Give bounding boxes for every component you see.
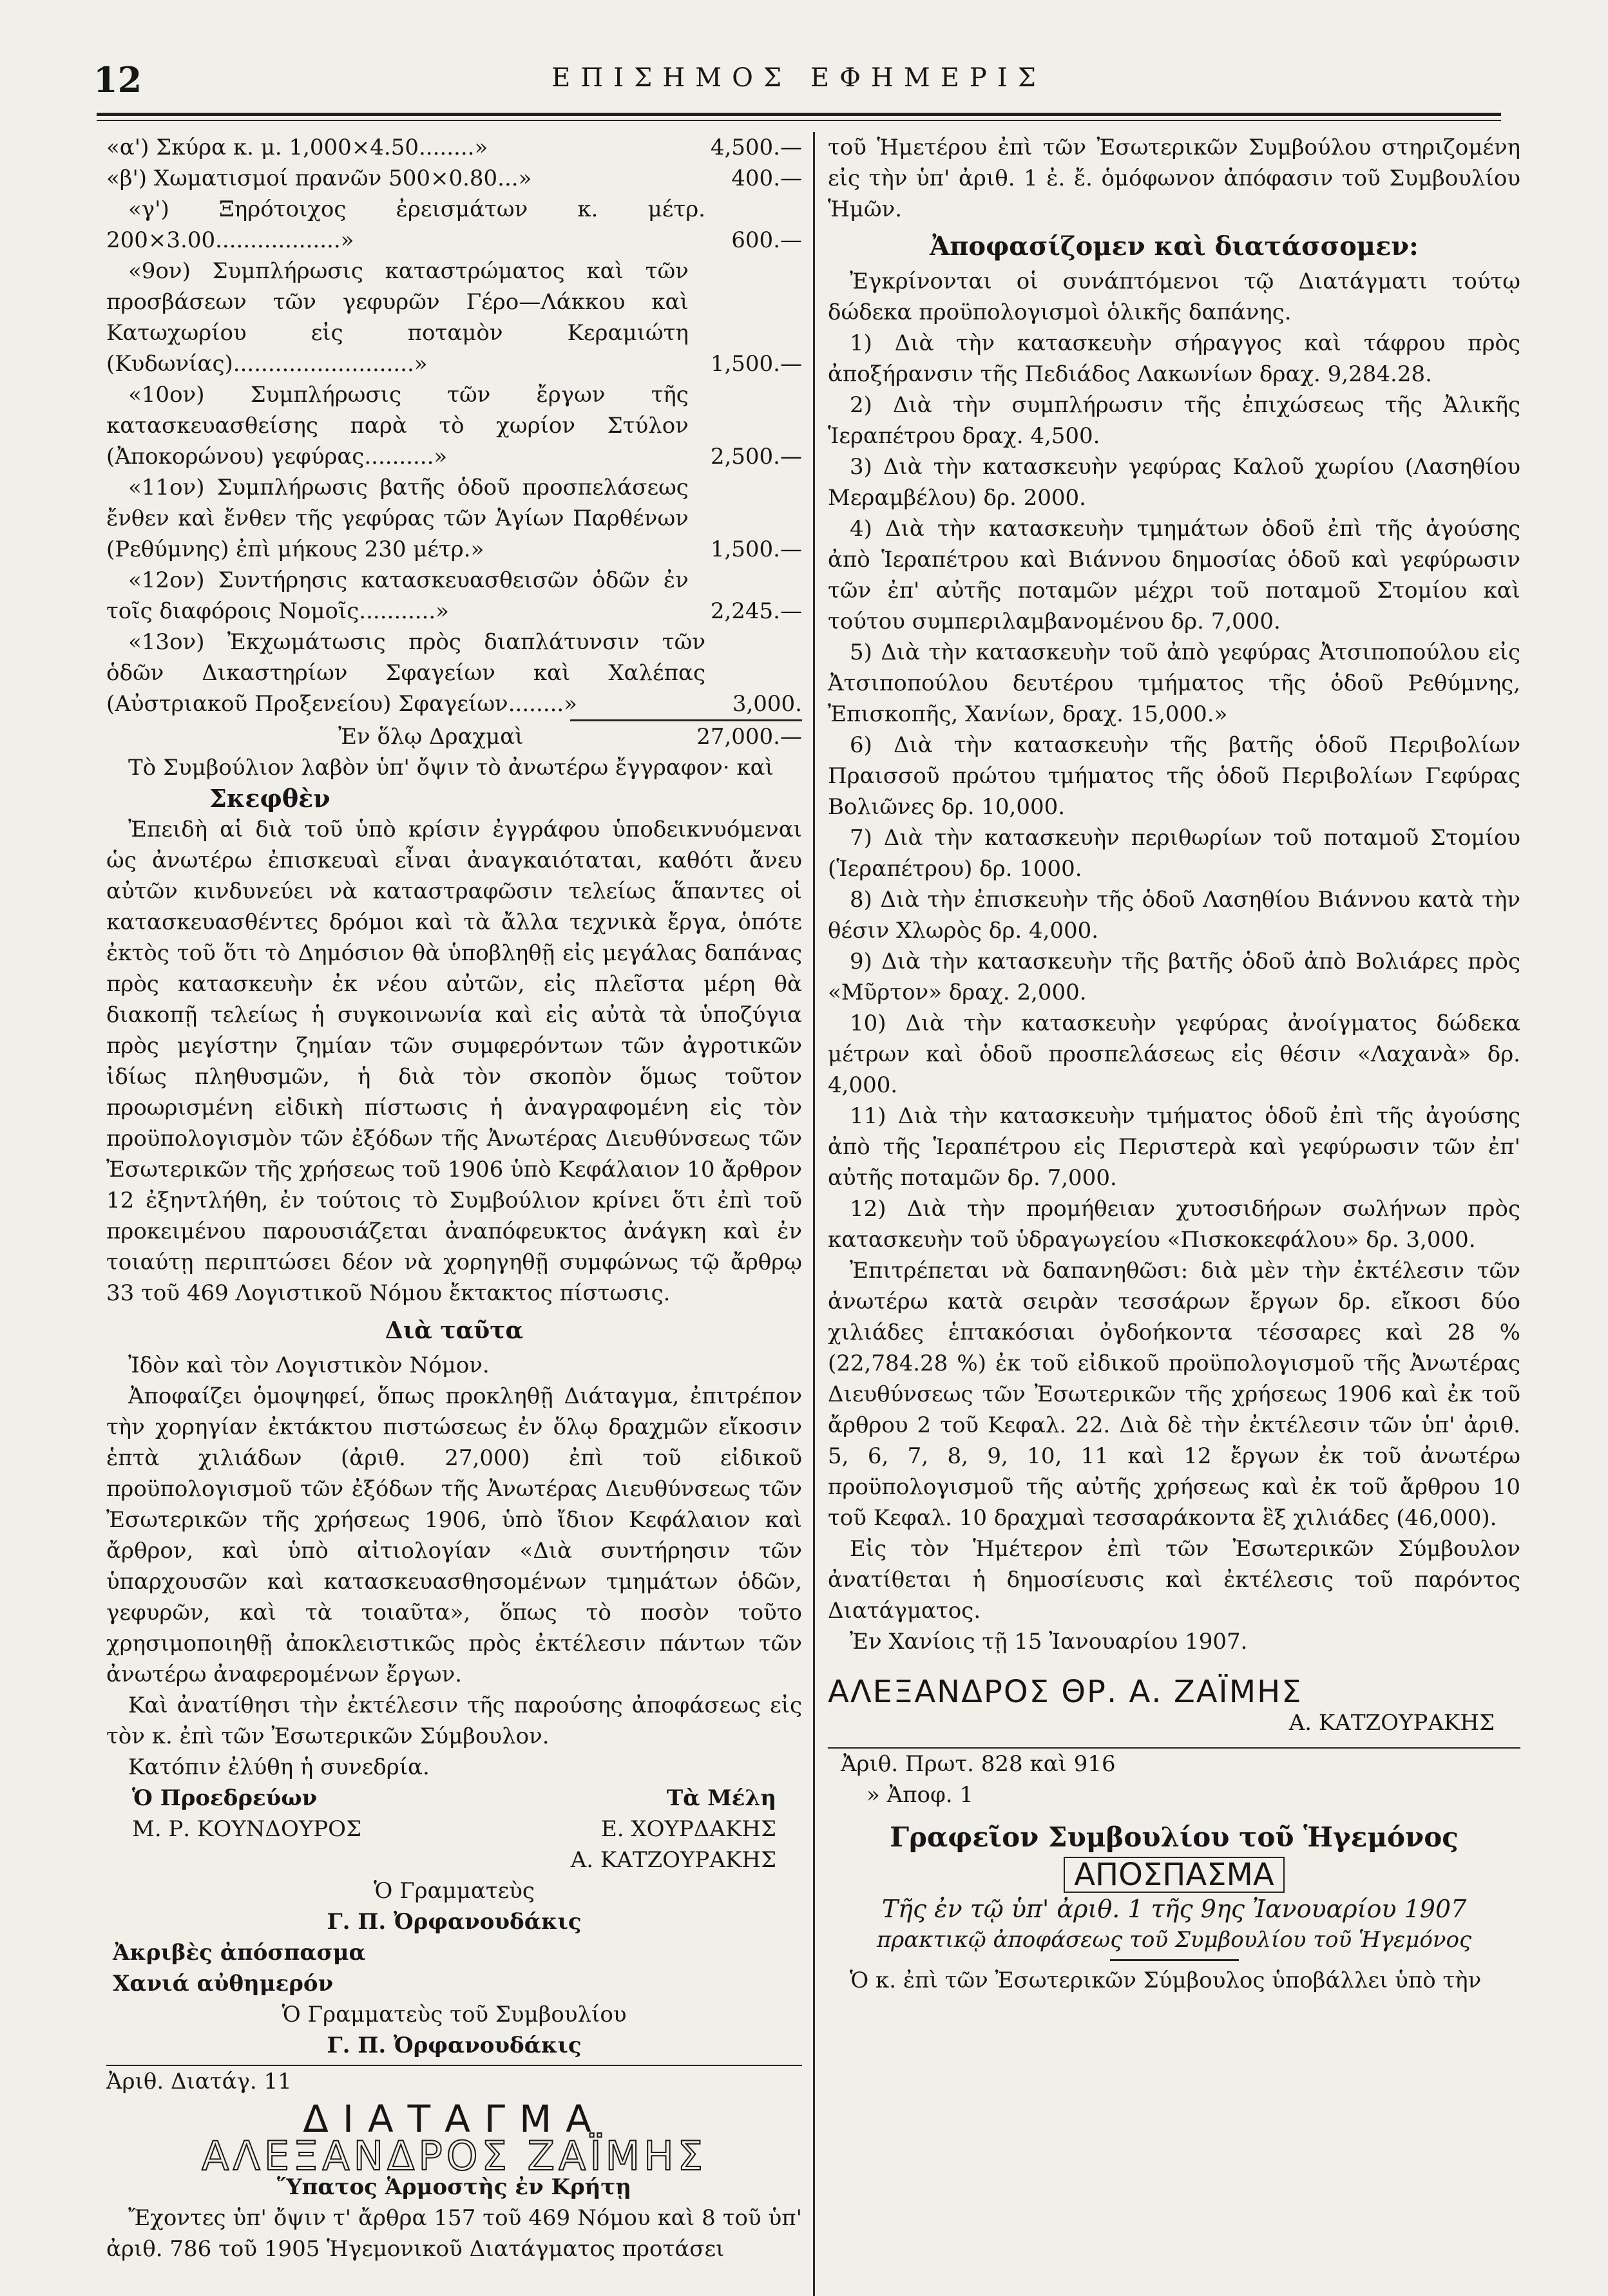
budget-line — [106, 379, 802, 472]
decree-preamble: Ἔχοντες ὑπ' ὄψιν τ' ἄρθρα 157 τοῦ 469 Νόμου καὶ 8 τοῦ ὑπ' ἀριθ. 786 τοῦ 1905 Ἡγεμονικοῦ Διατάγματος προτάσει — [106, 2205, 802, 2262]
skephthen-heading: Σκεφθὲν — [209, 784, 330, 813]
budget-line — [106, 132, 802, 163]
budget-item: 9) Διὰ τὴν κατασκευὴν τῆς βατῆς ὁδοῦ ἀπὸ Βολιάρες πρὸς «Μῦρτον» δραχ. 2,000. — [828, 949, 1520, 1005]
assign-paragraph: Καὶ ἀνατίθησι τὴν ἐκτέλεσιν τῆς παρούσης ἀποφάσεως εἰς τὸν κ. ἐπὶ τῶν Ἐσωτερικῶν Σύμβουλον. — [106, 1693, 802, 1749]
budget-line — [106, 565, 802, 627]
budget-line-text: «10ον) Συμπλήρωσις τῶν ἔργων τῆς κατασκευασθείσης παρὰ τὸ χωρίον Στύλον (Ἀποκορώνου) γεφύρας..........» — [106, 382, 689, 470]
extract-title-wrap — [828, 1857, 1520, 1893]
total-label: Ἐν ὅλῳ Δραχμαὶ — [338, 724, 524, 750]
closing-line: Κατόπιν ἐλύθη ἡ συνεδρία. — [128, 1754, 430, 1780]
secretary-name: Γ. Π. Ὀρφανουδάκις — [327, 1909, 582, 1935]
budget-item: 11) Διὰ τὴν κατασκευὴν τμήματος ὁδοῦ ἐπὶ τῆς ἀγούσης ἀπὸ τῆς Ἱεραπέτρου εἰς Περιστερὰ καὶ γεφύρωσιν τῶν ἐπ' αὐτῆς ποταμῶν δρ. 7,000. — [828, 1103, 1520, 1191]
final-line: Ὁ κ. ἐπὶ τῶν Ἐσωτερικῶν Σύμβουλος ὑποβάλλει ὑπὸ τὴν — [850, 1968, 1482, 1993]
decree-title: ΔΙΑΤΑΓΜΑ — [303, 2097, 606, 2141]
newspaper-title: ΕΠΙΣΗΜΟΣ ΕΦΗΜΕΡΙΣ — [551, 63, 1046, 93]
page-header — [116, 58, 1482, 116]
budget-line-text: «13ον) Ἐκχωμάτωσις πρὸς διαπλάτυνσιν τῶν ὁδῶν Δικαστηρίων Σφαγείων καὶ Χαλέπας (Αὐστριακοῦ Προξενείου) Σφαγείων........» — [106, 629, 705, 717]
extract-title: ΑΠΟΣΠΑΣΜΑ — [1064, 1857, 1285, 1893]
countersign-name: Α. ΚΑΤΖΟΥΡΑΚΗΣ — [1288, 1710, 1495, 1736]
extract-subtitle: πρακτικῷ ἀποφάσεως τοῦ Συμβουλίου τοῦ Ἡγεμόνος — [876, 1927, 1472, 1953]
budget-line — [106, 627, 802, 719]
council-secretary-label: Ὁ Γραμματεὺς τοῦ Συμβουλίου — [282, 2002, 627, 2027]
budget-line-text: «α') Σκύρα κ. μ. 1,000×4.50........» — [106, 135, 488, 160]
exact-copy-label: Ἀκριβὲς ἀπόσπασμα — [113, 1940, 366, 1966]
budget-item: 5) Διὰ τὴν κατασκευὴν τοῦ ἀπὸ γεφύρας Ἀτσιποπούλου εἰς Ἀτσιποπούλου δευτέρου τμήματος τῆς ὁδοῦ Ρεθύμνης, Ἐπισκοπῆς, Χανίων, δραχ. 15,000.» — [828, 640, 1520, 727]
idon-line: Ἰδὸν καὶ τὸν Λογιστικὸν Νόμον. — [128, 1352, 490, 1378]
members-label: Τὰ Μέλη — [666, 1785, 776, 1811]
budget-item: 1) Διὰ τὴν κατασκευὴν σήραγγος καὶ τάφρου πρὸς ἀποξήρανσιν τῆς Πεδιάδος Λακωνίων δραχ. 9,284.28. — [828, 330, 1520, 387]
budget-line-amount: 4,500.— — [710, 135, 802, 160]
budget-line-amount: 1,500.— — [710, 536, 802, 562]
budget-line-text: «11ον) Συμπλήρωσις βατῆς ὁδοῦ προσπελάσεως ἔνθεν καὶ ἔνθεν τῆς γεφύρας τῶν Ἁγίων Παρθένων (Ρεθύμνης) ἐπὶ μήκους 230 μέτρ.» — [106, 475, 689, 562]
budget-line-amount: 1,500.— — [710, 351, 802, 377]
office-title: Γραφεῖον Συμβουλίου τοῦ Ἡγεμόνος — [890, 1821, 1459, 1853]
short-rule — [1110, 1959, 1239, 1961]
column-divider — [813, 132, 815, 2296]
protocol-number: Ἀριθ. Πρωτ. 828 καὶ 916 — [828, 1747, 1520, 1779]
right-column — [828, 132, 1520, 1996]
assign-paragraph: Εἰς τὸν Ἡμέτερον ἐπὶ τῶν Ἐσωτερικῶν Σύμβουλον ἀνατίθεται ἡ δημοσίευσις καὶ ἐκτέλεσις τοῦ παρόντος Διατάγματος. — [828, 1536, 1520, 1624]
place-day: Χανιά αὐθημερόν — [113, 1971, 334, 1997]
budget-item: 8) Διὰ τὴν ἐπισκευὴν τῆς ὁδοῦ Λασηθίου Βιάννου κατὰ τὴν θέσιν Χλωρὸς δρ. 4,000. — [828, 887, 1520, 944]
member-name: Α. ΚΑΤΖΟΥΡΑΚΗΣ — [570, 1847, 776, 1873]
budget-line-text: «9ον) Συμπλήρωσις καταστρώματος καὶ τῶν προσβάσεων τῶν γεφυρῶν Γέρο—Λάκκου καὶ Κατωχωρίου εἰς ποταμὸν Κεραμιώτη (Κυδωνίας)..........................» — [106, 258, 689, 377]
total-row — [106, 721, 802, 752]
reasoning-paragraph: Ἐπειδὴ αἱ διὰ τοῦ ὑπὸ κρίσιν ἐγγράφου ὑποδεικνυόμεναι ὡς ἀνωτέρω ἐπισκευαὶ εἶναι ἀναγκαιόταται, καθότι ἄνευ αὐτῶν κινδυνεύει νὰ καταστραφῶσιν τελείως ἅπαντες οἱ κατασκευασθέντες δρόμοι καὶ τὰ ἄλλα τεχνικὰ ἔργα, ὁπότε ἐκτὸς τοῦ ὅτι τὸ Δημόσιον θὰ ὑποβληθῇ εἰς μεγάλας δαπάνας πρὸς κατασκευὴν ἐκ νέου αὐτῶν, εἰς πλεῖστα μέρη θὰ διακοπῇ τελείως ἡ συγκοινωνία καὶ εἰς αὐτὰ τὰ ὑποζύγια πρὸς μεγίστην ζημίαν τῶν συμφερόντων τῶν ἀγροτικῶν ἰδίως πληθυσμῶν, ἡ διὰ τὸν σκοπὸν ὅμως τοῦτον προωρισμένη εἰδικὴ πίστωσις ἡ ἀναγραφομένη εἰς τὸν προϋπολογισμὸν τῶν ἐξόδων τῆς Ἀνωτέρας Διευθύνσεως τῶν Ἐσωτερικῶν τῆς χρήσεως τοῦ 1906 ὑπὸ Κεφάλαιον 10 ἄρθρον 12 ἐξηντλήθη, ἐν τούτοις τὸ Συμβούλιον κρίνει ὅτι ἐπὶ τοῦ προκειμένου παρουσιάζεται ἀναπόφευκτος ἀνάγκη καὶ ἐν τοιαύτῃ περιπτώσει δέον νὰ χορηγηθῇ συμφώνως τῷ ἄρθρῳ 33 τοῦ 469 Λογιστικοῦ Νόμου ἔκτακτος πίστωσις. — [106, 817, 802, 1306]
budget-line-amount: 400.— — [731, 166, 802, 191]
budget-line — [106, 256, 802, 379]
budget-line-amount: 2,245.— — [710, 598, 802, 624]
budget-line-amount: 3,000. — [732, 691, 802, 717]
member-name: Ε. ΧΟΥΡΔΑΚΗΣ — [600, 1816, 776, 1842]
secretary-label: Ὁ Γραμματεὺς — [374, 1878, 535, 1904]
budget-line — [106, 163, 802, 194]
budget-line-amount: 600.— — [731, 227, 802, 253]
budget-line-text: «12ον) Συντήρησις κατασκευασθεισῶν ὁδῶν ἐν τοῖς διαφόροις Νομοῖς...........» — [106, 567, 689, 624]
budget-line-text: «γ') Ξηρότοιχος ἐρεισμάτων κ. μέτρ. 200×3.00..................» — [106, 196, 705, 253]
budget-item: 10) Διὰ τὴν κατασκευὴν γεφύρας ἀνοίγματος δώδεκα μέτρων καὶ ὁδοῦ προσπελάσεως εἰς θέσιν «Λαχανὰ» δρ. 4,000. — [828, 1010, 1520, 1098]
extract-subtitle: Τῆς ἐν τῷ ὑπ' ἀριθ. 1 τῆς 9ης Ἰανουαρίου 1907 — [881, 1895, 1467, 1923]
left-column — [106, 132, 802, 2264]
presiding-name: Μ. Ρ. ΚΟΥΝΔΟΥΡΟΣ — [132, 1816, 362, 1842]
decree-issuer-name: ΑΛΕΞΑΝΔΡΟΣ ΖΑΪΜΗΣ — [202, 2132, 707, 2179]
decision-paragraph: Ἀποφαίζει ὁμοψηφεί, ὅπως προκληθῇ Διάταγμα, ἐπιτρέπον τὴν χορηγίαν ἐκτάκτου πιστώσεως ἐν ὅλῳ δραχμῶν εἴκοσιν ἑπτὰ χιλιάδων (ἀριθ. 27,000) ἐπὶ τοῦ εἰδικοῦ προϋπολογισμοῦ τῶν ἐξόδων τῆς Ἀνωτέρας Διευθύνσεως τῶν Ἐσωτερικῶν τῆς χρήσεως 1906, ὑπὸ ἴδιον Κεφάλαιον καὶ ἄρθρον, καὶ ὑπὸ αἰτιολογίαν «Διὰ συντήρησιν τῶν ὑπαρχουσῶν καὶ κατασκευασθησομένων τμημάτων ὁδῶν, γεφυρῶν, καὶ τὰ τοιαῦτα», ὅπως τὸ ποσὸν τοῦτο χρησιμοποιηθῇ ἀποκλειστικῶς πρὸς ἐκτέλεσιν πάντων τῶν ἀνωτέρω ἀναφερομένων ἔργων. — [106, 1383, 802, 1687]
budget-item: 4) Διὰ τὴν κατασκευὴν τμημάτων ὁδοῦ ἐπὶ τῆς ἀγούσης ἀπὸ Ἱεραπέτρου καὶ Βιάννου δημοσίας ὁδοῦ καὶ γεφύρωσιν τῶν ἐπ' αὐτῆς ποταμῶν μέχρι τοῦ ποταμοῦ Στομίου καὶ τούτου συμπεριλαμβανομένου δρ. 7,000. — [828, 516, 1520, 634]
budget-line — [106, 194, 802, 256]
budget-item: 2) Διὰ τὴν συμπλήρωσιν τῆς ἐπιχώσεως τῆς Ἀλικῆς Ἱεραπέτρου δραχ. 4,500. — [828, 392, 1520, 449]
decree-intro: τοῦ Ἡμετέρου ἐπὶ τῶν Ἐσωτερικῶν Συμβούλου στηριζομένη εἰς τὴν ὑπ' ἀριθ. 1 ἐ. ἔ. ὁμόφωνον ἀπόφασιν τοῦ Συμβουλίου Ἡμῶν. — [828, 135, 1520, 222]
signature-names — [106, 1814, 802, 1845]
presiding-label: Ὁ Προεδρεύων — [132, 1785, 318, 1811]
budget-item: 6) Διὰ τὴν κατασκευὴν τῆς βατῆς ὁδοῦ Περιβολίων Πραισσοῦ πρώτου τμήματος τῆς ὁδοῦ Περιβολίων Γεφύρας Βολιῶνες δρ. 10,000. — [828, 732, 1520, 820]
header-rule-thin — [97, 120, 1501, 121]
decide-heading: Ἀποφασίζομεν καὶ διατάσσομεν: — [930, 231, 1419, 261]
budget-item: 12) Διὰ τὴν προμήθειαν χυτοσιδήρων σωλήνων πρὸς κατασκευὴν τοῦ ὑδραγωγείου «Πισκοκεφάλου» δρ. 3,000. — [828, 1196, 1520, 1253]
council-secretary-name: Γ. Π. Ὀρφανουδάκις — [327, 2033, 582, 2058]
budget-line-amount: 2,500.— — [710, 444, 802, 470]
decree-number: Ἀριθ. Διατάγ. 11 — [106, 2065, 802, 2097]
permit-paragraph: Ἐπιτρέπεται νὰ δαπανηθῶσι: διὰ μὲν τὴν ἐκτέλεσιν τῶν ἀνωτέρω κατὰ σειρὰν τεσσάρων ἔργων δρ. εἴκοσι δύο χιλιάδες ἑπτακόσιαι ὀγδοήκοντα τέσσαρες καὶ 28 % (22,784.28 %) ἐκ τοῦ εἰδικοῦ προϋπολογισμοῦ τῆς Ἀνωτέρας Διευθύνσεως τῶν Ἐσωτερικῶν τῆς χρήσεως 1906 καὶ ἐκ τοῦ ἄρθρου 2 τοῦ Κεφαλ. 22. Διὰ δὲ τὴν ἐκτέλεσιν τῶν ὑπ' ἀριθ. 5, 6, 7, 8, 9, 10, 11 καὶ 12 ἔργων ἐκ τοῦ ἀνωτέρω προϋπολογισμοῦ τῆς αὐτῆς χρήσεως καὶ ἐκ τοῦ ἄρθρου 10 τοῦ Κεφαλ. 10 δραχμαὶ τεσσαράκοντα ἓξ χιλιάδες (46,000). — [828, 1258, 1520, 1531]
budget-line — [106, 472, 802, 565]
budget-item: 3) Διὰ τὴν κατασκευὴν γεφύρας Καλοῦ χωρίου (Λασηθίου Μεραμβέλου) δρ. 2000. — [828, 454, 1520, 511]
page-number: 12 — [93, 59, 142, 100]
total-amount: 27,000.— — [696, 724, 802, 750]
council-intro: Τὸ Συμβούλιον λαβὸν ὑπ' ὄψιν τὸ ἀνωτέρω ἔγγραφον· καὶ — [128, 755, 774, 781]
budget-line-text: «β') Χωματισμοί πρανῶν 500×0.80...» — [106, 166, 532, 191]
signature-name: ΑΛΕΞΑΝΔΡΟΣ ΘΡ. Α. ΖΑΪΜΗΣ — [828, 1674, 1303, 1710]
signature-labels — [106, 1783, 802, 1814]
header-rule — [97, 113, 1501, 116]
decision-number: » Ἀποφ. 1 — [866, 1782, 974, 1808]
date-line: Ἐν Χανίοις τῇ 15 Ἰανουαρίου 1907. — [850, 1629, 1248, 1655]
budget-item: 7) Διὰ τὴν κατασκευὴν περιθωρίων τοῦ ποταμοῦ Στομίου (Ἱεραπέτρου) δρ. 1000. — [828, 825, 1520, 882]
approve-paragraph: Ἐγκρίνονται οἱ συνάπτόμενοι τῷ Διατάγματι τούτῳ δώδεκα προϋπολογισμοὶ ὁλικῆς δαπάνης. — [828, 269, 1520, 325]
decree-issuer-role: Ὕπατος Ἁρμοστὴς ἐν Κρήτῃ — [277, 2174, 631, 2200]
dia-tauta-heading: Διὰ ταῦτα — [385, 1317, 524, 1344]
